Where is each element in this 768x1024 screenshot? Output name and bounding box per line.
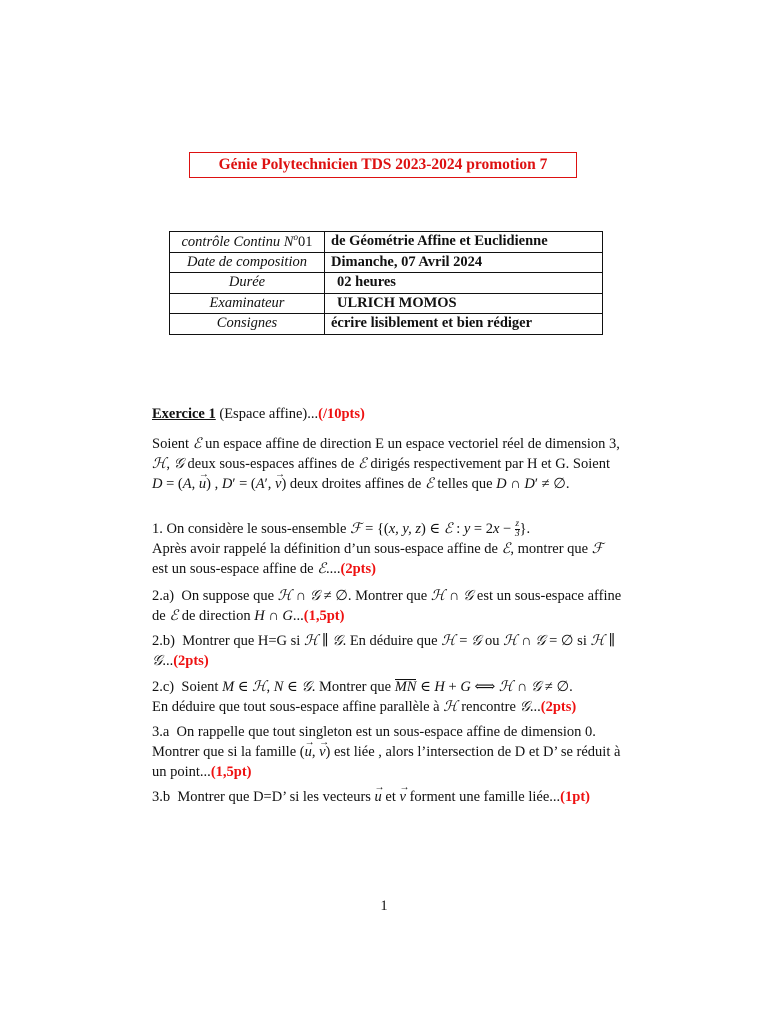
question-2b: 2.b) Montrer que H=G si ℋ ∥ 𝒢. En déduire que ℋ = 𝒢 ou ℋ ∩ 𝒢 = ∅ si ℋ ∥ 𝒢...(2pts) [152, 633, 616, 669]
info-label: Durée [170, 273, 325, 294]
page-number: 1 [380, 898, 388, 914]
exam-title: Génie Polytechnicien TDS 2023-2024 promotion 7 [189, 152, 577, 178]
table-row [170, 293, 603, 314]
question-3a: 3.a On rappelle que tout singleton est un sous-espace affine de dimension 0. Montrer que si la famille (→ u, → v) est liée , alors l’intersection de D et D’ se réduit à un point...(1,5pt) [152, 722, 622, 782]
info-label: Consignes [170, 314, 325, 335]
exam-info-table [169, 231, 603, 335]
table-row [170, 252, 603, 273]
question-3b: 3.b Montrer que D=D’ si les vecteurs → u et → v forment une famille liée...(1pt) [152, 787, 622, 807]
info-value: de Géométrie Affine et Euclidienne [325, 232, 603, 253]
table-row [170, 232, 603, 253]
table-row [170, 314, 603, 335]
question-2c: 2.c) Soient M ∈ ℋ, N ∈ 𝒢. Montrer que MN ∈ H + G ⟺ ℋ ∩ 𝒢 ≠ ∅. En déduire que tout sous-espace affine parallèle à ℋ rencontre 𝒢...(2pts) [152, 679, 577, 715]
info-label: Date de composition [170, 252, 325, 273]
info-label: contrôle Continu $N^o01$ [170, 232, 325, 253]
question-1: 1. On considère le sous-ensemble ℱ = {(x, y, z) ∈ ℰ : y = 2x − $\frac{z}{3}$ }. Après avoir rappelé la définition d’un sous-espace affine de ℰ, montrer que ℱ est un sous-espace affine de ℰ....(2pts) [152, 519, 604, 578]
info-value: écrire lisiblement et bien rédiger [325, 314, 603, 335]
exercise-heading: Exercice 1 (Espace affine)...(/10pts) [152, 406, 365, 422]
table-row [170, 273, 603, 294]
info-value: Dimanche, 07 Avril 2024 [325, 252, 603, 273]
info-value: ULRICH MOMOS [325, 293, 603, 314]
info-value: 02 heures [325, 273, 603, 294]
info-label: Examinateur [170, 293, 325, 314]
question-2a: 2.a) On suppose que ℋ ∩ 𝒢 ≠ ∅. Montrer que ℋ ∩ 𝒢 est un sous-espace affine de ℰ de direction H ∩ G...(1,5pt) [152, 588, 622, 624]
exercise-intro: Soient ℰ un espace affine de direction E un espace vectoriel réel de dimension 3, ℋ, 𝒢 deux sous-espaces affines de ℰ dirigés respectivement par H et G. Soient D = (A, → u) , D′ = (A′, → v) deux droites affines de ℰ telles que D ∩ D′ ≠ ∅. [152, 434, 622, 494]
